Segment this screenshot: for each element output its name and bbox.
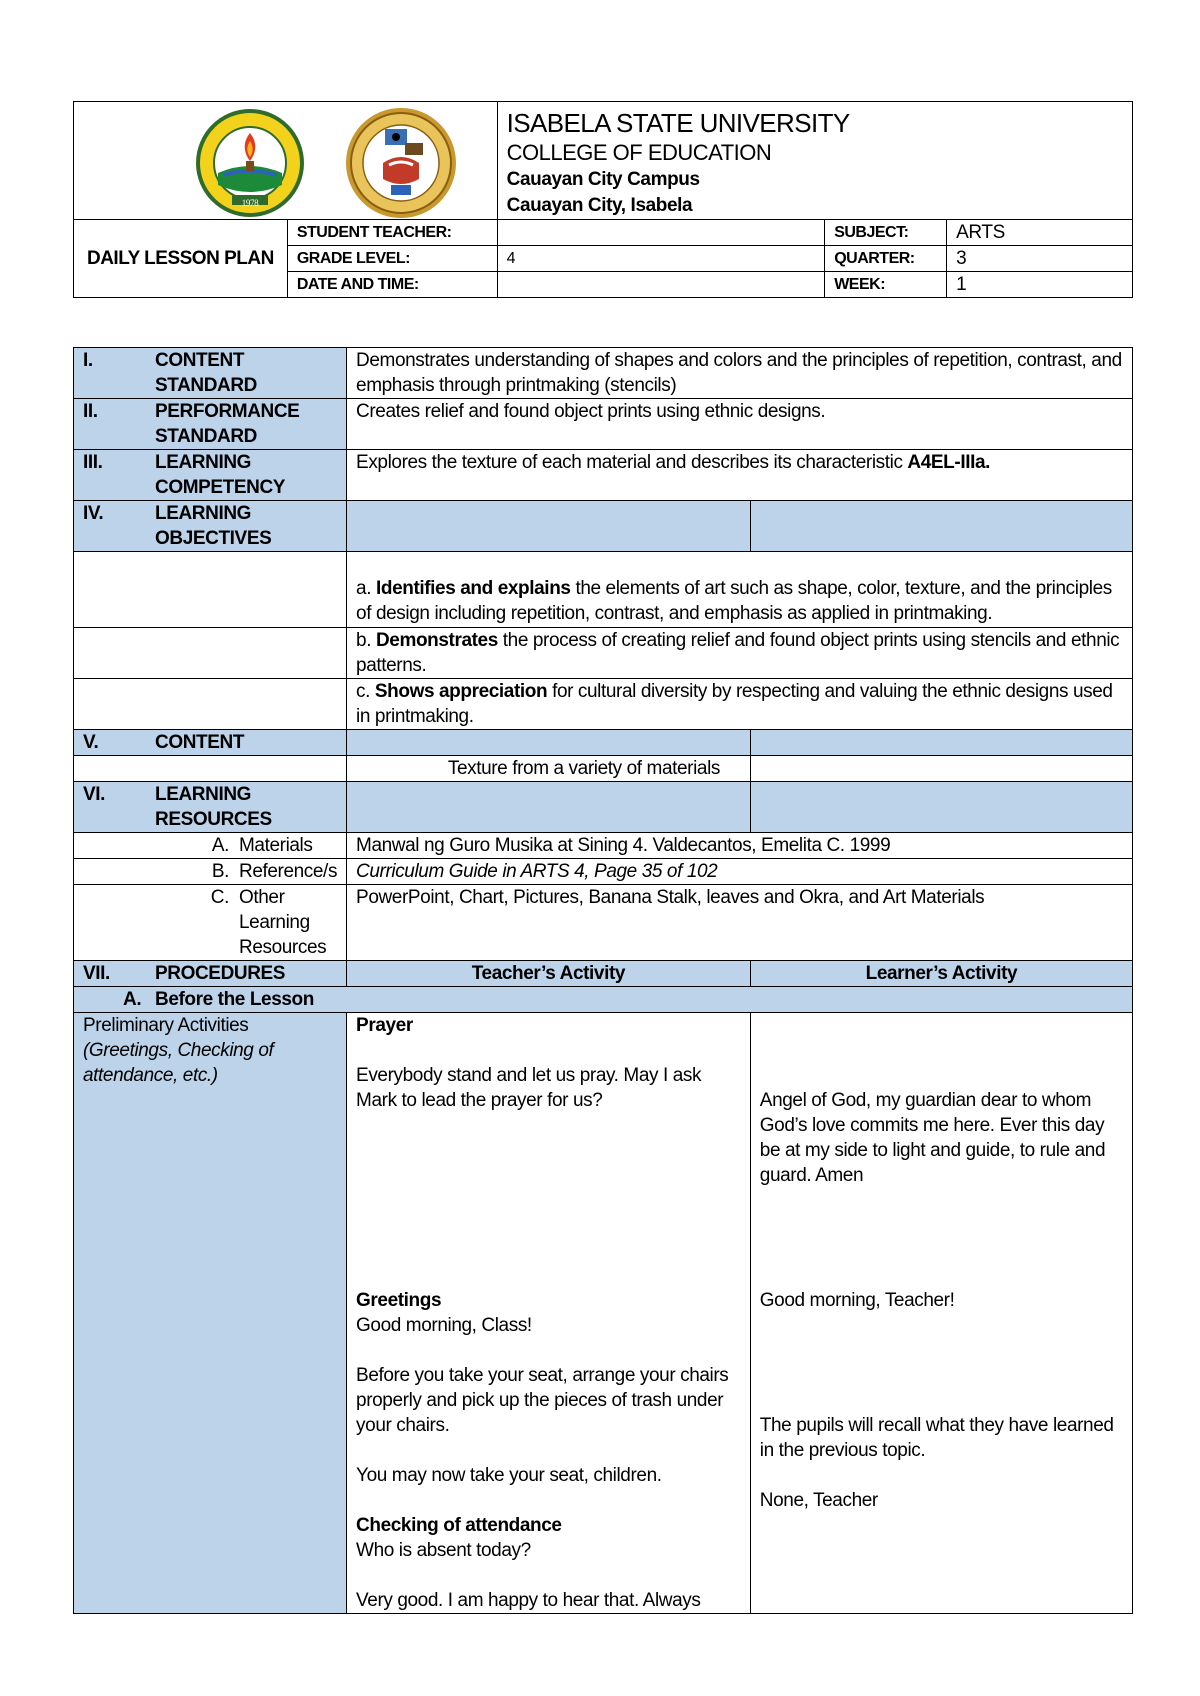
preliminary-label: Preliminary Activities: [83, 1015, 249, 1036]
grade-level-label: GRADE LEVEL:: [287, 246, 497, 272]
objective-c: c. Shows appreciation for cultural diversity by respecting and valuing the ethnic designs used in printmaking.: [347, 679, 1133, 730]
college-seal-logo: [345, 107, 457, 219]
student-teacher-value: [497, 220, 825, 246]
date-time-value: [497, 272, 825, 298]
subject-value: ARTS: [947, 220, 1133, 246]
objectives-blank-1: [347, 501, 751, 552]
preliminary-activities-cell: [74, 1013, 347, 1614]
learner-activity-header: Learner’s Activity: [750, 961, 1132, 987]
resources-blank-1: [347, 782, 751, 833]
content-spacer: [74, 756, 347, 782]
content-heading: V. CONTENT: [74, 730, 347, 756]
content-spacer-2: [750, 756, 1132, 782]
campus-name: Cauayan City Campus: [506, 169, 700, 190]
teacher-activity-cell: [347, 1013, 751, 1614]
seat-teacher-text: Before you take your seat, arrange your chairs properly and pick up the pieces of trash under your chairs.: [356, 1365, 729, 1436]
resource-a-label: A. Materials: [74, 833, 347, 859]
university-cell: [497, 102, 1132, 220]
quarter-value: 3: [947, 246, 1133, 272]
objective-a: a. Identifies and explains the elements of art such as shape, color, texture, and the principles of design including repetition, contrast, and emphasis as applied in printmaking.: [347, 552, 1133, 628]
learning-objectives-heading: IV. LEARNING OBJECTIVES: [74, 501, 347, 552]
content-standard-heading: I. CONTENT STANDARD: [74, 348, 347, 399]
attendance-teacher-text: Who is absent today?: [356, 1540, 531, 1561]
greetings-teacher-text: Good morning, Class!: [356, 1315, 532, 1336]
week-value: 1: [947, 272, 1133, 298]
learning-resources-heading: VI. LEARNING RESOURCES: [74, 782, 347, 833]
subject-label: SUBJECT:: [825, 220, 947, 246]
objective-b: b. Demonstrates the process of creating relief and found object prints using stencils and ethnic patterns.: [347, 628, 1133, 679]
student-teacher-label: STUDENT TEACHER:: [287, 220, 497, 246]
prayer-title: Prayer: [356, 1015, 413, 1036]
content-blank-1: [347, 730, 751, 756]
content-text: Texture from a variety of materials: [347, 756, 751, 782]
resources-blank-2: [750, 782, 1132, 833]
teacher-activity-header: Teacher’s Activity: [347, 961, 751, 987]
recall-learner-text: The pupils will recall what they have learned in the previous topic.: [759, 1415, 1114, 1461]
attendance-learner-text: None, Teacher: [759, 1490, 878, 1511]
greetings-title: Greetings: [356, 1290, 442, 1311]
procedures-heading: VII. PROCEDURES: [74, 961, 347, 987]
resource-c-value: PowerPoint, Chart, Pictures, Banana Stalk, leaves and Okra, and Art Materials: [347, 885, 1133, 961]
resource-b-value: Curriculum Guide in ARTS 4, Page 35 of 102: [347, 859, 1133, 885]
before-lesson-heading: A. Before the Lesson: [74, 987, 1133, 1013]
content-blank-2: [750, 730, 1132, 756]
university-name: ISABELA STATE UNIVERSITY: [506, 108, 850, 138]
week-label: WEEK:: [825, 272, 947, 298]
learning-competency-text: Explores the texture of each material and describes its characteristic A4EL-IIIa.: [347, 450, 1133, 501]
quarter-label: QUARTER:: [825, 246, 947, 272]
preliminary-note: (Greetings, Checking of attendance, etc.): [83, 1040, 274, 1086]
objective-spacer: [74, 628, 347, 679]
objectives-blank-2: [750, 501, 1132, 552]
lesson-plan-table: [73, 347, 1133, 1614]
header-table: [73, 101, 1133, 298]
performance-standard-heading: II. PERFORMANCE STANDARD: [74, 399, 347, 450]
performance-standard-text: Creates relief and found object prints using ethnic designs.: [347, 399, 1133, 450]
prayer-learner-text: Angel of God, my guardian dear to whom God’s love commits me here. Ever this day be at my side to light and guide, to rule and guard. Amen: [759, 1090, 1106, 1186]
objective-spacer: [74, 679, 347, 730]
content-standard-text: Demonstrates understanding of shapes and colors and the principles of repetition, contrast, and emphasis through printmaking (stencils): [347, 348, 1133, 399]
learning-competency-heading: III. LEARNING COMPETENCY: [74, 450, 347, 501]
competency-code: A4EL-IIIa.: [907, 452, 990, 473]
prayer-teacher-text: Everybody stand and let us pray. May I ask Mark to lead the prayer for us?: [356, 1065, 702, 1111]
closing-teacher-text: Very good. I am happy to hear that. Always: [356, 1590, 701, 1611]
objective-spacer: [74, 552, 347, 628]
seal-year: 1978: [241, 197, 259, 208]
doc-title: DAILY LESSON PLAN: [74, 220, 288, 298]
logos-cell: [74, 102, 498, 220]
seat-teacher-text-2: You may now take your seat, children.: [356, 1465, 662, 1486]
attendance-title: Checking of attendance: [356, 1515, 562, 1536]
date-time-label: DATE AND TIME:: [287, 272, 497, 298]
grade-level-value: 4: [497, 246, 825, 272]
college-name: COLLEGE OF EDUCATION: [506, 140, 772, 165]
resource-a-value: Manwal ng Guro Musika at Sining 4. Valdecantos, Emelita C. 1999: [347, 833, 1133, 859]
campus-city: Cauayan City, Isabela: [506, 195, 693, 216]
resource-c-label: C. Other Learning Resources: [74, 885, 347, 961]
learner-activity-cell: [750, 1013, 1132, 1614]
resource-b-label: B. Reference/s: [74, 859, 347, 885]
greetings-learner-text: Good morning, Teacher!: [759, 1290, 955, 1311]
